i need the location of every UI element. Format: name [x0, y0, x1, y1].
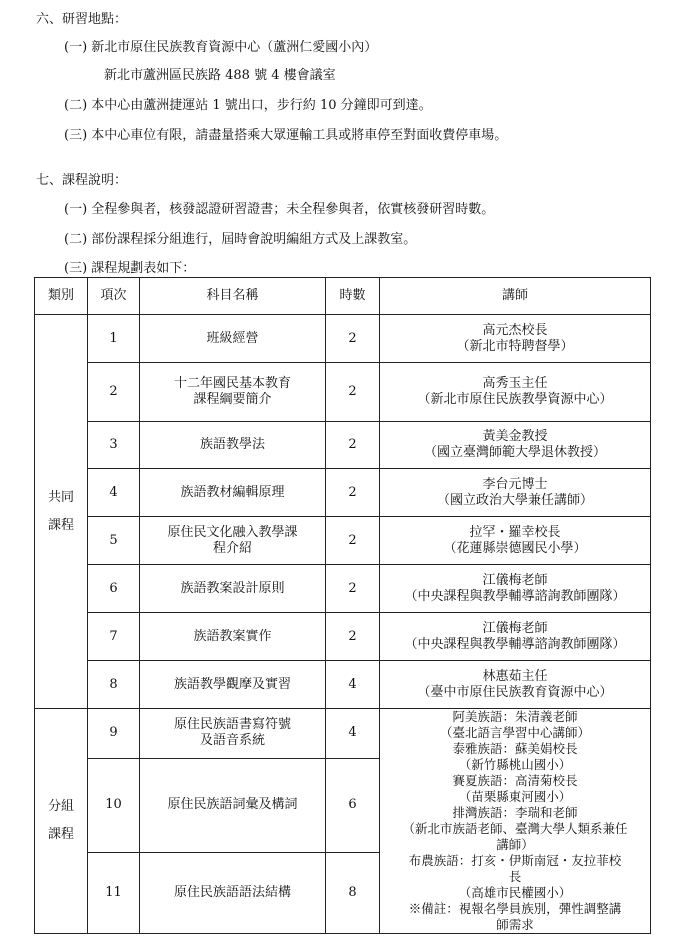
table-row	[35, 422, 651, 469]
hours: 2	[326, 422, 380, 469]
header-hours: 時數	[326, 278, 380, 315]
table-row	[35, 661, 651, 709]
section-7-item-2: (二) 部份課程採分組進行，屆時會說明編組方式及上課教室。	[64, 232, 417, 247]
item-no: 11	[88, 852, 140, 933]
lecturer: 李台元博士 （國立政治大學兼任講師）	[380, 469, 651, 517]
section-6-heading: 六、研習地點：	[36, 12, 128, 27]
table-row	[35, 363, 651, 422]
item-no: 9	[88, 709, 140, 759]
lecturer: 林惠茹主任 （臺中市原住民族教育資源中心）	[380, 661, 651, 709]
item-no: 7	[88, 613, 140, 661]
hours: 2	[326, 469, 380, 517]
course-schedule-table	[34, 277, 651, 934]
header-category: 類別	[35, 278, 88, 315]
header-item-no: 項次	[88, 278, 140, 315]
subject: 族語教材編輯原理	[140, 469, 326, 517]
header-lecturer: 講師	[380, 278, 651, 315]
section-6-item-3: (三) 本中心車位有限，請盡量搭乘大眾運輸工具或將車停至對面收費停車場。	[64, 128, 508, 143]
section-7-heading: 七、課程說明：	[36, 173, 128, 188]
item-no: 8	[88, 661, 140, 709]
table-row	[35, 517, 651, 565]
lecturer: 江儀梅老師 （中央課程與教學輔導諮詢教師團隊）	[380, 565, 651, 613]
subject: 族語教案實作	[140, 613, 326, 661]
hours: 6	[326, 758, 380, 852]
hours: 4	[326, 661, 380, 709]
section-7-item-1: (一) 全程參與者，核發認證研習證書；未全程參與者，依實核發研習時數。	[64, 202, 495, 217]
subject: 原住民族語語法結構	[140, 852, 326, 933]
item-no: 2	[88, 363, 140, 422]
item-no: 10	[88, 758, 140, 852]
section-6-item-1: (一) 新北市原住民族教育資源中心（蘆洲仁愛國小內）	[64, 40, 378, 55]
hours: 8	[326, 852, 380, 933]
lecturer: 黃美金教授 （國立臺灣師範大學退休教授）	[380, 422, 651, 469]
subject: 原住民文化融入教學課 程介紹	[140, 517, 326, 565]
lecturer: 江儀梅老師 （中央課程與教學輔導諮詢教師團隊）	[380, 613, 651, 661]
item-no: 3	[88, 422, 140, 469]
subject: 班級經營	[140, 315, 326, 363]
lecturer: 高秀玉主任 （新北市原住民族教學資源中心）	[380, 363, 651, 422]
subject: 族語教學法	[140, 422, 326, 469]
table-header-row	[35, 278, 651, 315]
category-group: 分組 課程	[35, 709, 88, 934]
hours: 2	[326, 363, 380, 422]
item-no: 6	[88, 565, 140, 613]
table-row	[35, 315, 651, 363]
header-subject: 科目名稱	[140, 278, 326, 315]
subject: 族語教案設計原則	[140, 565, 326, 613]
section-7-item-3: (三) 課程規劃表如下：	[64, 261, 196, 276]
table-row	[35, 469, 651, 517]
item-no: 4	[88, 469, 140, 517]
hours: 2	[326, 613, 380, 661]
item-no: 1	[88, 315, 140, 363]
hours: 2	[326, 315, 380, 363]
hours: 2	[326, 517, 380, 565]
subject: 十二年國民基本教育 課程綱要簡介	[140, 363, 326, 422]
hours: 4	[326, 709, 380, 759]
table-row	[35, 565, 651, 613]
table-row	[35, 613, 651, 661]
subject: 原住民族語詞彙及構詞	[140, 758, 326, 852]
group-lecturers: 阿美族語：朱清義老師 （臺北語言學習中心講師） 泰雅族語：蘇美娟校長 （新竹縣桃山國小） 賽夏族語：高清菊校長 （苗栗縣東河國小） 排灣族語：李瑞和老師 （新北市族語老師、臺灣大學人類系兼任 講師） 布農族語：打亥・伊斯南冠・友拉菲校 長 （高雄市民權國小） ※備註：視報名學員族別，彈性調整講 師需求	[380, 709, 651, 934]
table-row	[35, 709, 651, 759]
category-common: 共同 課程	[35, 315, 88, 709]
lecturer: 拉罕・羅幸校長 （花蓮縣崇德國民小學）	[380, 517, 651, 565]
item-no: 5	[88, 517, 140, 565]
section-6-item-2: (二) 本中心由蘆洲捷運站 1 號出口，步行約 10 分鐘即可到達。	[64, 98, 432, 113]
section-6-address: 新北市蘆洲區民族路 488 號 4 樓會議室	[104, 68, 336, 83]
subject: 族語教學觀摩及實習	[140, 661, 326, 709]
lecturer: 高元杰校長 （新北市特聘督學）	[380, 315, 651, 363]
subject: 原住民族語書寫符號 及語音系統	[140, 709, 326, 759]
hours: 2	[326, 565, 380, 613]
